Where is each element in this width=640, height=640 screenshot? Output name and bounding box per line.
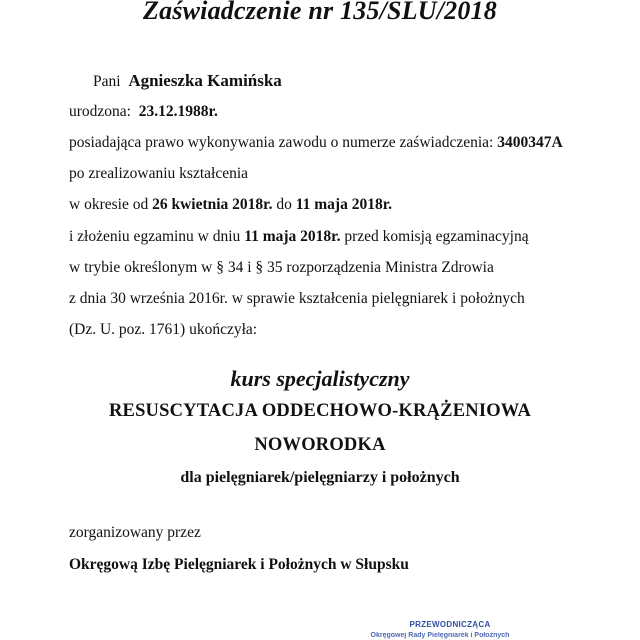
course-name-line-2: NOWORODKA xyxy=(254,435,386,455)
born-date: 23.12.1988r. xyxy=(138,103,218,120)
license-number: 3400347A xyxy=(497,134,563,151)
organizer-name: Okręgową Izbę Pielęgniarek i Położnych w Słupsku xyxy=(69,556,409,573)
certificate-title: Zaświadczenie nr 135/SLU/2018 xyxy=(143,0,497,25)
course-name-line-1: RESUSCYTACJA ODDECHOWO-KRĄŻENIOWA xyxy=(108,401,532,421)
salutation: Pani xyxy=(93,73,121,90)
course-type: kurs specjalistyczny xyxy=(230,366,410,391)
journal-line: (Dz. U. poz. 1761) ukończyła: xyxy=(69,321,258,338)
period-line xyxy=(69,196,392,214)
exam-prefix: i złożeniu egzaminu w dniu xyxy=(69,228,241,245)
exam-line xyxy=(69,228,529,246)
name-line xyxy=(93,71,282,91)
license-text: posiadająca prawo wykonywania zawodu o numerze zaświadczenia: xyxy=(69,134,494,151)
born-label: urodzona: xyxy=(69,103,131,120)
exam-date: 11 maja 2018r. xyxy=(244,228,341,245)
chairwoman-stamp-subtitle: Okręgowej Rady Pielęgniarek i Położnych xyxy=(370,632,510,639)
exam-suffix: przed komisją egzaminacyjną xyxy=(344,228,529,245)
license-line xyxy=(69,134,563,152)
period-mid: do xyxy=(276,196,292,213)
completed-line: po zrealizowaniu kształcenia xyxy=(69,165,249,182)
period-to: 11 maja 2018r. xyxy=(295,196,393,213)
course-audience: dla pielęgniarek/pielęgniarzy i położnych xyxy=(180,469,460,486)
date-line: z dnia 30 września 2016r. w sprawie kształcenia pielęgniarek i położnych xyxy=(69,290,525,307)
chairwoman-stamp: PRZEWODNICZĄCA xyxy=(409,620,491,629)
mode-line: w trybie określonym w § 34 i § 35 rozporządzenia Ministra Zdrowia xyxy=(69,259,494,276)
period-prefix: w okresie od xyxy=(69,196,149,213)
period-from: 26 kwietnia 2018r. xyxy=(152,196,273,213)
person-name: Agnieszka Kamińska xyxy=(128,71,282,90)
organized-by-label: zorganizowany przez xyxy=(69,524,201,541)
birth-line xyxy=(69,103,218,121)
